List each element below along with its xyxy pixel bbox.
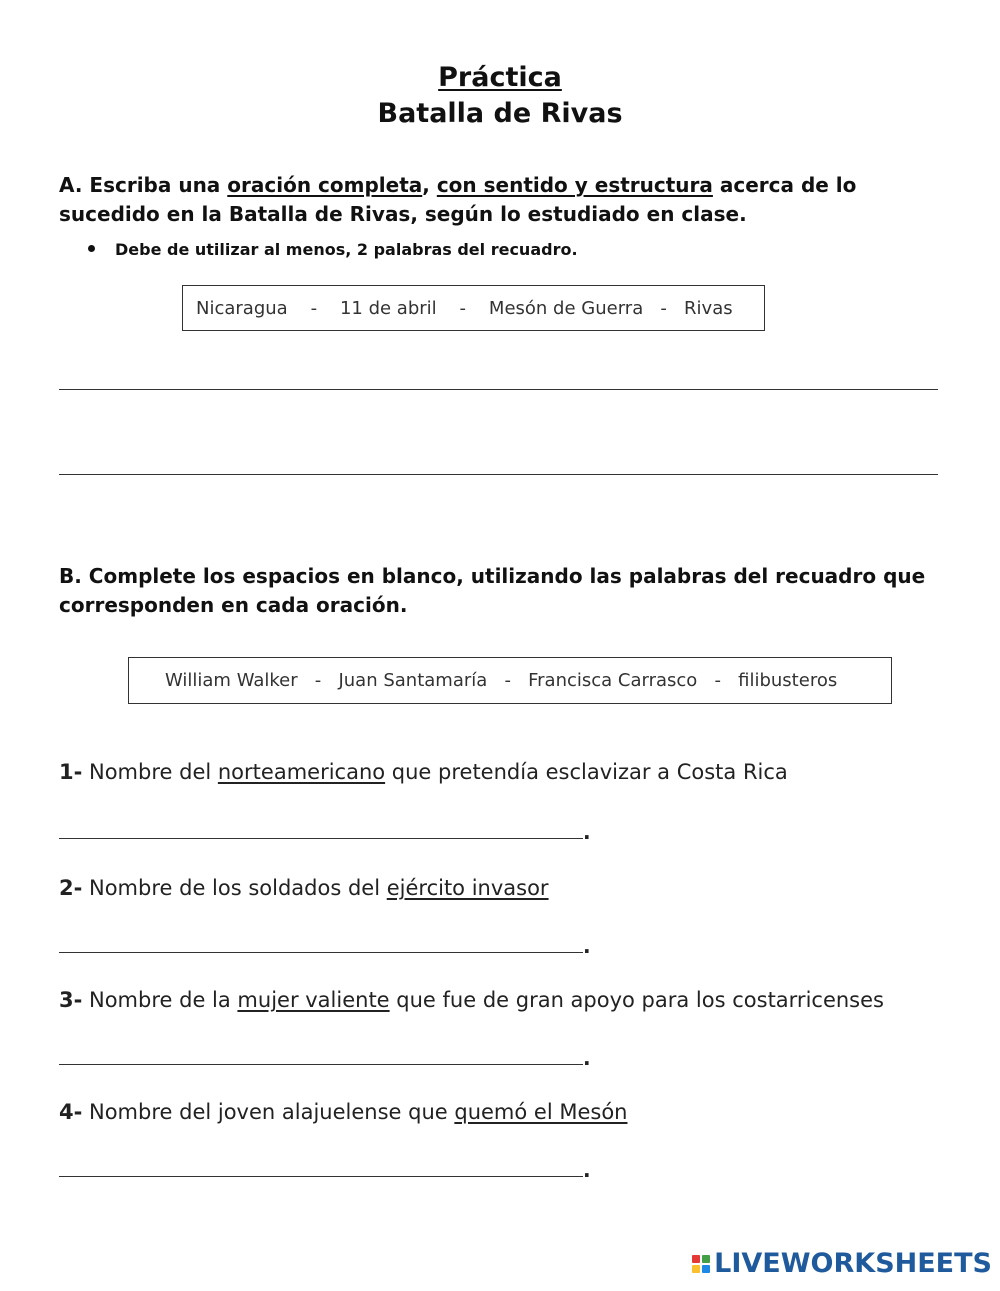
bullet-icon (88, 245, 95, 252)
section-b-line2: corresponden en cada oración. (59, 593, 408, 617)
section-b-line1: B. Complete los espacios en blanco, utilizando las palabras del recuadro que (59, 564, 926, 588)
page-title (0, 60, 1000, 96)
logo-text: LIVEWORKSHEETS (714, 1248, 992, 1279)
question-number: 1- (59, 760, 83, 784)
answer-period-2: . (583, 934, 591, 958)
question-keyword: mujer valiente (237, 988, 390, 1012)
bullet-text: Debe de utilizar al menos, 2 palabras del recuadro. (115, 240, 578, 259)
page-subtitle: Batalla de Rivas (377, 98, 623, 129)
question-1 (59, 757, 788, 787)
question-2 (59, 873, 549, 903)
title-text: Práctica (438, 62, 562, 93)
section-a-rest: acerca de lo (712, 173, 857, 197)
question-text: Nombre de los soldados del (82, 876, 387, 900)
question-4 (59, 1097, 627, 1127)
question-3 (59, 985, 884, 1015)
answer-line-a2[interactable] (59, 474, 938, 475)
section-a-instruction (59, 171, 959, 229)
answer-period-4: . (583, 1158, 591, 1182)
question-number: 4- (59, 1100, 83, 1124)
word-box-b: William Walker - Juan Santamaría - Francisca Carrasco - filibusteros (128, 657, 892, 704)
question-text: Nombre de la (82, 988, 238, 1012)
answer-period-1: . (583, 820, 591, 844)
question-text: que fue de gran apoyo para los costarricenses (389, 988, 884, 1012)
liveworksheets-logo[interactable] (692, 1248, 992, 1279)
word-box-a: Nicaragua - 11 de abril - Mesón de Guerra - Rivas (182, 285, 765, 331)
answer-blank-2[interactable] (59, 952, 583, 953)
section-a-underline-1: oración completa (227, 173, 423, 197)
logo-blocks-icon (692, 1255, 710, 1273)
section-a-underline-2: con sentido y estructura (436, 173, 713, 197)
question-keyword: quemó el Mesón (454, 1100, 628, 1124)
section-a-comma: , (422, 173, 437, 197)
question-text: Nombre del joven alajuelense que (82, 1100, 455, 1124)
question-keyword: ejército invasor (386, 876, 549, 900)
answer-blank-3[interactable] (59, 1064, 583, 1065)
answer-blank-4[interactable] (59, 1176, 583, 1177)
question-text: Nombre del (82, 760, 218, 784)
answer-period-3: . (583, 1046, 591, 1070)
section-b-instruction (59, 562, 979, 620)
section-a-bullet (88, 240, 578, 260)
question-keyword: norteamericano (217, 760, 386, 784)
answer-blank-1[interactable] (59, 838, 583, 839)
question-number: 2- (59, 876, 83, 900)
question-number: 3- (59, 988, 83, 1012)
answer-line-a1[interactable] (59, 389, 938, 390)
section-a-prefix: A. Escriba una (59, 173, 228, 197)
section-a-line2: sucedido en la Batalla de Rivas, según lo estudiado en clase. (59, 202, 747, 226)
question-text: que pretendía esclavizar a Costa Rica (385, 760, 788, 784)
